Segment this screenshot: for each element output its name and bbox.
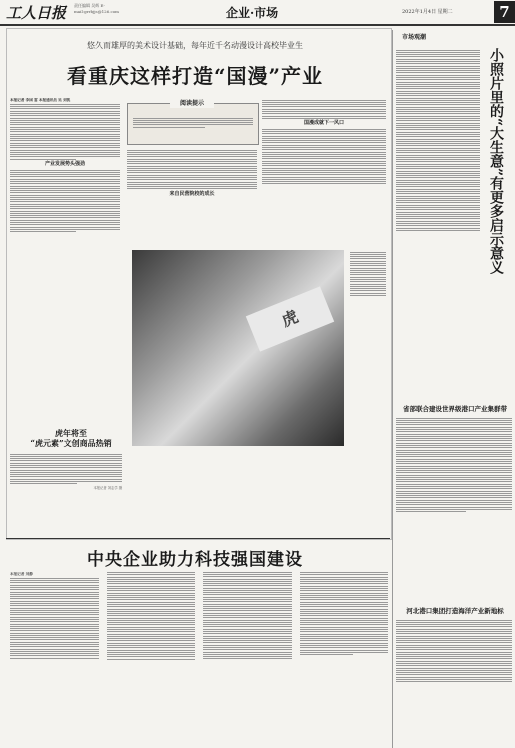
section-title: 企业·市场 <box>226 6 279 20</box>
newspaper-logo: 工人日报 <box>6 4 67 22</box>
lead-summary-box <box>127 103 259 145</box>
lead-subtitle: 悠久而雄厚的美术设计基础，每年近千名动漫设计高校毕业生 <box>87 41 303 50</box>
sidebar-headline-1: 省部联合建设世界级港口产业集群带 <box>403 405 507 413</box>
news-photo <box>132 250 344 446</box>
lead-column-right <box>262 98 386 248</box>
sidebar-story-1 <box>396 416 512 602</box>
issue-date: 2022年1月4日 星期二 <box>402 9 453 15</box>
side-story-byline: 本报记者 刘志学 摄 <box>93 485 122 490</box>
sidebar-headline-2: 河北港口集团打造海洋产业新地标 <box>406 607 504 615</box>
subhead-left: 产业发展势头强劲 <box>44 161 85 168</box>
second-story-body <box>10 572 388 744</box>
subhead-mid: 来自民营院校的成长 <box>169 190 215 197</box>
sidebar-vertical-title: 小照片里的“大生意”有更多启示意义 <box>488 48 504 275</box>
lead-title: 看重庆这样打造“国漫”产业 <box>66 64 323 88</box>
byline: 本报记者 李国 雷 本报通讯员 吴 刘凯 <box>10 98 71 102</box>
second-byline: 本报记者 刘静 <box>10 572 33 576</box>
second-story-title: 中央企业助力科技强国建设 <box>87 550 303 570</box>
reading-tip-label: 阅读提示 <box>170 98 214 108</box>
section-divider <box>6 538 390 539</box>
page-number: 7 <box>494 1 515 23</box>
sidebar-tab-label: 市场观潮 <box>402 34 427 41</box>
lead-column-mid <box>127 148 257 246</box>
side-story-title: 虎年将至 “虎元素”文创商品热销 <box>30 428 112 448</box>
subhead-right: 国漫成就下一风口 <box>303 120 344 127</box>
photo-banner-sign: 虎 <box>246 286 334 351</box>
sidebar-story-2 <box>396 618 512 744</box>
sidebar-column-text <box>396 48 480 398</box>
side-story-body <box>10 452 122 530</box>
editor-info: 责任编辑 吴辉 E-mail:grrbjjs@126.com <box>74 3 119 14</box>
lead-column-left <box>10 98 120 414</box>
photo-side-column <box>350 250 386 446</box>
